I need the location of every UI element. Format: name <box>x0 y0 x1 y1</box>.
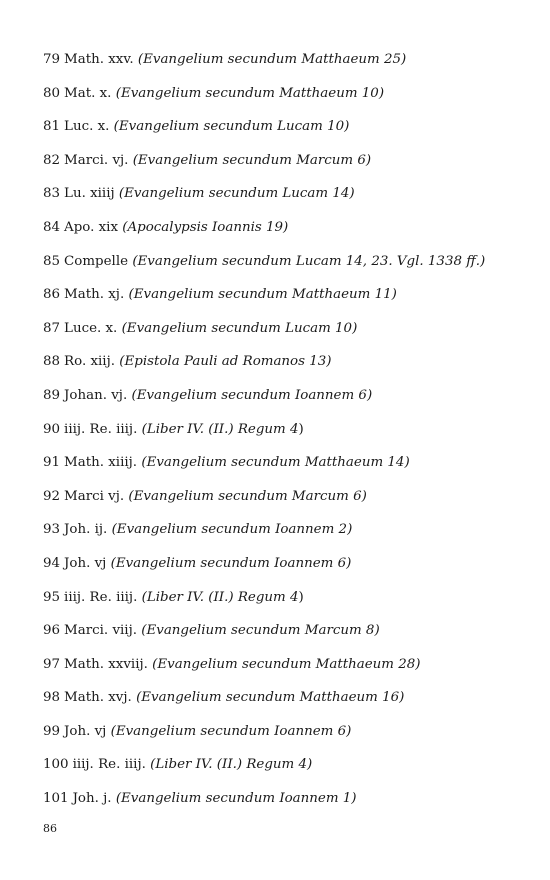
footnote-reference: (Liber IV. (II.) Regum 4) <box>150 757 313 773</box>
footnote-number: 97 <box>43 656 61 672</box>
footnote-abbreviation: iiij. Re. iiij. <box>64 589 138 605</box>
footnote-abbreviation: Math. xiiij. <box>64 455 138 471</box>
footnote-abbreviation: Joh. ij. <box>64 522 108 538</box>
footnote-number: 90 <box>43 421 61 437</box>
footnote-abbreviation: Marci. vj. <box>64 152 129 168</box>
footnote-abbreviation: iiij. Re. iiij. <box>72 757 146 773</box>
footnote-number: 100 <box>43 757 69 773</box>
footnote-reference: (Evangelium secundum Lucam 14, 23. Vgl. 1338 ff.) <box>132 253 486 269</box>
footnote-closing-paren: ) <box>298 589 304 605</box>
footnote-reference: (Evangelium secundum Matthaeum 10) <box>115 85 385 101</box>
footnote-line <box>43 654 523 688</box>
footnote-list <box>43 49 523 822</box>
footnote-abbreviation: Lu. xiiij <box>64 186 115 202</box>
footnote-number: 86 <box>43 287 61 303</box>
footnote-reference: (Apocalypsis Ioannis 19) <box>122 219 289 235</box>
footnote-abbreviation: Luce. x. <box>64 320 118 336</box>
footnote-number: 92 <box>43 488 61 504</box>
footnote-abbreviation: Marci. viij. <box>64 623 137 639</box>
footnote-abbreviation: Math. xvj. <box>64 690 132 706</box>
footnote-reference: (Evangelium secundum Lucam 10) <box>113 119 350 135</box>
footnote-abbreviation: Mat. x. <box>64 85 112 101</box>
footnote-abbreviation: Joh. vj <box>64 555 107 571</box>
page-number: 86 <box>43 822 57 835</box>
footnote-number: 83 <box>43 186 61 202</box>
footnote-line <box>43 150 523 184</box>
footnote-number: 93 <box>43 522 61 538</box>
footnote-number: 99 <box>43 723 61 739</box>
footnote-number: 94 <box>43 555 61 571</box>
footnote-number: 84 <box>43 219 61 235</box>
footnote-closing-paren: ) <box>298 421 304 437</box>
footnote-abbreviation: Joh. vj <box>64 723 107 739</box>
footnote-line <box>43 788 523 822</box>
footnote-number: 98 <box>43 690 61 706</box>
footnote-abbreviation: iiij. Re. iiij. <box>64 421 138 437</box>
footnote-line <box>43 553 523 587</box>
footnote-reference: (Evangelium secundum Ioannem 6) <box>110 723 352 739</box>
footnote-line <box>43 116 523 150</box>
footnote-reference: (Evangelium secundum Ioannem 1) <box>115 791 357 807</box>
footnote-reference: (Liber IV. (II.) Regum 4 <box>141 421 299 437</box>
footnote-reference: (Evangelium secundum Ioannem 2) <box>111 522 353 538</box>
footnote-line <box>43 687 523 721</box>
footnote-reference: (Evangelium secundum Matthaeum 11) <box>128 287 397 303</box>
footnote-number: 81 <box>43 119 61 135</box>
footnote-line <box>43 754 523 788</box>
footnote-abbreviation: Ro. xiij. <box>64 354 115 370</box>
footnote-reference: (Evangelium secundum Marcum 8) <box>141 623 380 639</box>
footnote-reference: (Evangelium secundum Matthaeum 28) <box>152 656 421 672</box>
footnote-reference: (Epistola Pauli ad Romanos 13) <box>119 354 332 370</box>
footnote-reference: (Evangelium secundum Lucam 14) <box>118 186 355 202</box>
footnote-number: 95 <box>43 589 61 605</box>
footnote-reference: (Evangelium secundum Matthaeum 16) <box>136 690 405 706</box>
footnote-abbreviation: Math. xj. <box>64 287 125 303</box>
footnote-line <box>43 284 523 318</box>
footnote-number: 96 <box>43 623 61 639</box>
footnote-line <box>43 587 523 621</box>
footnote-line <box>43 452 523 486</box>
footnote-number: 80 <box>43 85 61 101</box>
footnote-number: 87 <box>43 320 61 336</box>
footnote-line <box>43 486 523 520</box>
footnote-reference: (Liber IV. (II.) Regum 4 <box>141 589 299 605</box>
footnote-abbreviation: Math. xxviij. <box>64 656 148 672</box>
footnote-line <box>43 49 523 83</box>
footnote-abbreviation: Apo. xix <box>64 219 119 235</box>
footnote-reference: (Evangelium secundum Matthaeum 14) <box>141 455 410 471</box>
footnote-line <box>43 385 523 419</box>
footnote-number: 85 <box>43 253 61 269</box>
footnote-abbreviation: Compelle <box>64 253 129 269</box>
footnote-reference: (Evangelium secundum Matthaeum 25) <box>137 52 407 67</box>
footnote-line <box>43 183 523 217</box>
footnote-number: 82 <box>43 152 61 168</box>
footnote-reference: (Evangelium secundum Lucam 10) <box>121 320 358 336</box>
footnote-reference: (Evangelium secundum Marcum 6) <box>128 488 367 504</box>
footnote-line <box>43 251 523 285</box>
footnote-abbreviation: Math. xxv. <box>64 52 134 67</box>
footnote-reference: (Evangelium secundum Marcum 6) <box>132 152 372 168</box>
footnote-abbreviation: Johan. vj. <box>64 387 128 403</box>
footnote-line <box>43 318 523 352</box>
footnote-number: 88 <box>43 354 61 370</box>
footnote-line <box>43 519 523 553</box>
footnote-number: 79 <box>43 52 61 67</box>
footnote-reference: (Evangelium secundum Ioannem 6) <box>131 387 373 403</box>
footnote-line <box>43 721 523 755</box>
footnote-line <box>43 351 523 385</box>
footnote-line <box>43 419 523 453</box>
footnote-abbreviation: Joh. j. <box>72 791 112 807</box>
footnote-reference: (Evangelium secundum Ioannem 6) <box>110 555 352 571</box>
footnote-number: 101 <box>43 791 69 807</box>
footnote-line <box>43 217 523 251</box>
footnote-number: 91 <box>43 455 61 471</box>
footnote-line <box>43 620 523 654</box>
footnote-line <box>43 83 523 117</box>
footnote-number: 89 <box>43 387 61 403</box>
footnote-abbreviation: Luc. x. <box>64 119 110 135</box>
footnote-abbreviation: Marci vj. <box>64 488 125 504</box>
